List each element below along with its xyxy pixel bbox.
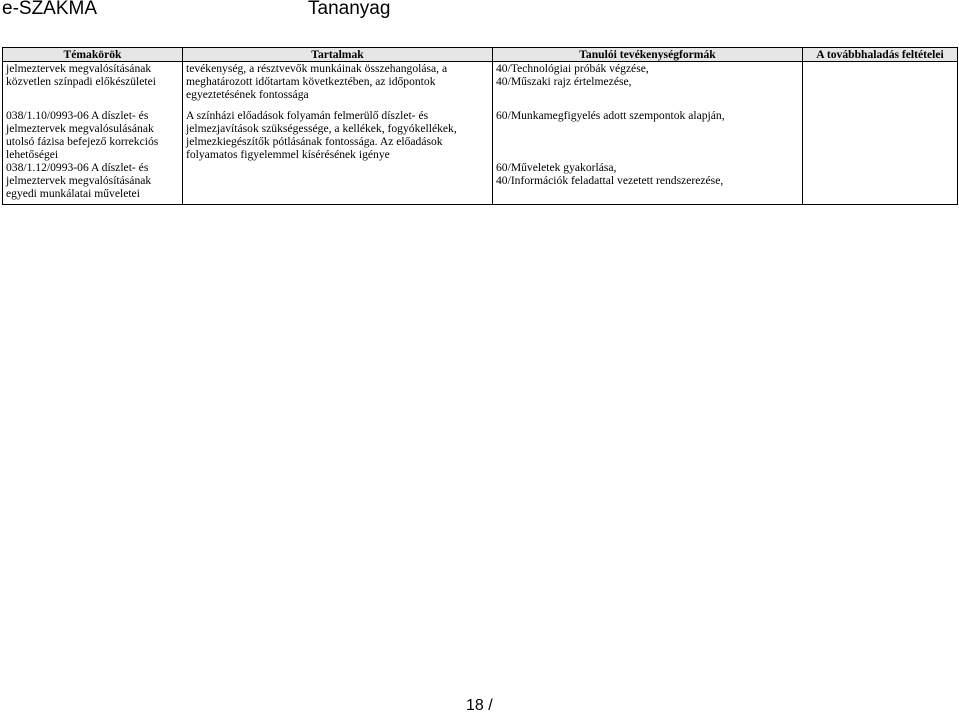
content-cell <box>183 161 493 205</box>
table-row <box>3 161 958 205</box>
section-title: Tananyag <box>308 0 391 19</box>
column-header-requirements: A továbbhaladás feltételei <box>803 48 958 62</box>
topic-cell: 038/1.10/0993-06 A díszlet- és jelmeztervek megvalósulásának utolsó fázisa befejező korrekciós lehetőségei <box>3 109 183 161</box>
column-header-activities: Tanulói tevékenységformák <box>493 48 803 62</box>
content-cell: A színházi előadások folyamán felmerülő díszlet- és jelmezjavítások szükségessége, a kellékek, fogyókellékek, jelmezkiegészítők pótlásának fontossága. Az előadások folyamatos figyelemmel kísérésének igénye <box>183 109 493 161</box>
brand-title: e-SZAKMA <box>2 0 98 19</box>
curriculum-table <box>2 47 958 205</box>
page-number: 18 / <box>466 697 493 714</box>
activities-cell: 40/Technológiai próbák végzése, 40/Műszaki rajz értelmezése, <box>493 62 803 110</box>
content-cell: tevékenység, a résztvevők munkáinak összehangolása, a meghatározott időtartam következtében, az időpontok egyeztetésének fontossága <box>183 62 493 110</box>
requirements-cell <box>803 109 958 161</box>
column-header-contents: Tartalmak <box>183 48 493 62</box>
activities-cell: 60/Munkamegfigyelés adott szempontok alapján, <box>493 109 803 161</box>
column-header-topics: Témakörök <box>3 48 183 62</box>
topic-cell: jelmeztervek megvalósításának közvetlen színpadi előkészületei <box>3 62 183 110</box>
table-row <box>3 109 958 161</box>
table-row <box>3 62 958 110</box>
requirements-cell <box>803 161 958 205</box>
table-header-row <box>3 48 958 62</box>
activities-cell: 60/Műveletek gyakorlása, 40/Információk feladattal vezetett rendszerezése, <box>493 161 803 205</box>
requirements-cell <box>803 62 958 110</box>
topic-cell: 038/1.12/0993-06 A díszlet- és jelmeztervek megvalósításának egyedi munkálatai műveletei <box>3 161 183 205</box>
